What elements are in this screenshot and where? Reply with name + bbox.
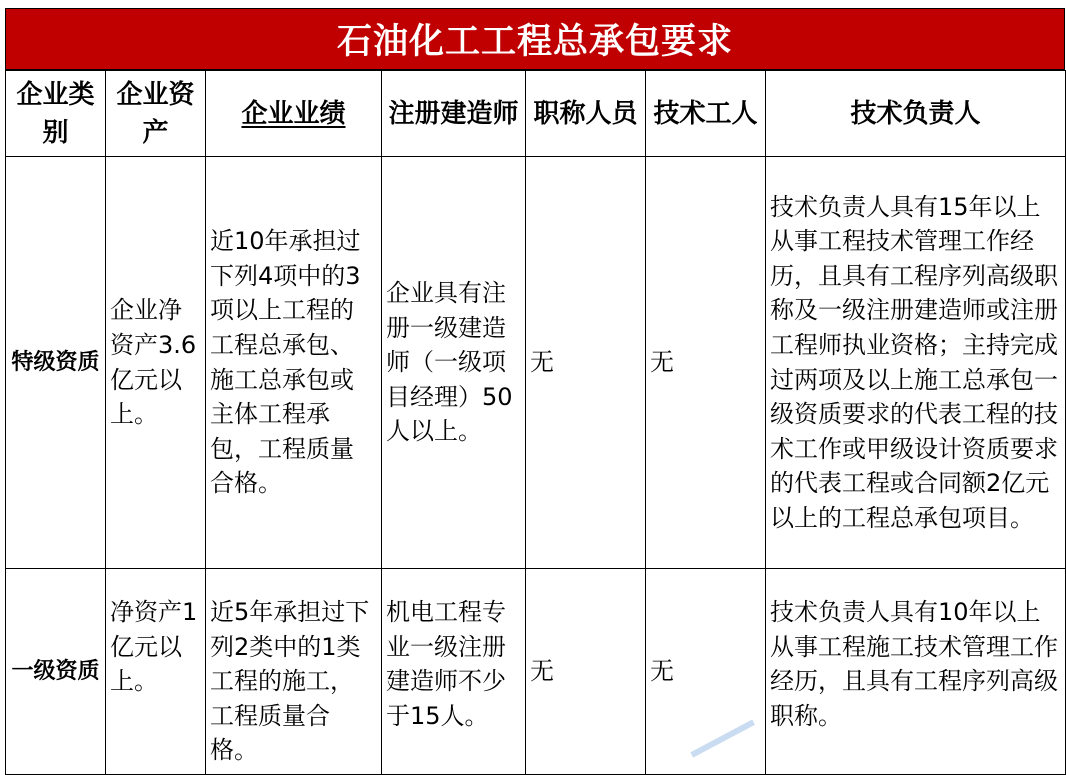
cell-skilled-workers: 无 bbox=[646, 569, 766, 775]
cell-performance: 近10年承担过下列4项中的3项以上工程的工程总承包、施工总承包或主体工程承包，工程质量合格。 bbox=[206, 157, 382, 569]
cell-builders: 机电工程专业一级注册建造师不少于15人。 bbox=[382, 569, 526, 775]
header-enterprise-assets: 企业资产 bbox=[106, 71, 206, 157]
sheet-title: 石油化工工程总承包要求 bbox=[5, 8, 1065, 70]
header-enterprise-performance: 企业业绩 bbox=[206, 71, 382, 157]
table-row bbox=[6, 157, 1066, 569]
header-skilled-workers: 技术工人 bbox=[646, 71, 766, 157]
cell-titled-staff: 无 bbox=[526, 157, 646, 569]
cell-assets: 净资产1亿元以上。 bbox=[106, 569, 206, 775]
requirements-table bbox=[5, 70, 1066, 775]
cell-assets: 企业净资产3.6亿元以上。 bbox=[106, 157, 206, 569]
cell-builders: 企业具有注册一级建造师（一级项目经理）50人以上。 bbox=[382, 157, 526, 569]
header-enterprise-type: 企业类别 bbox=[6, 71, 106, 157]
cell-performance: 近5年承担过下列2类中的1类工程的施工，工程质量合格。 bbox=[206, 569, 382, 775]
header-titled-staff: 职称人员 bbox=[526, 71, 646, 157]
requirements-sheet bbox=[5, 8, 1065, 775]
header-registered-builders: 注册建造师 bbox=[382, 71, 526, 157]
cell-tech-lead: 技术负责人具有10年以上从事工程施工技术管理工作经历，且具有工程序列高级职称。 bbox=[766, 569, 1066, 775]
cell-tech-lead: 技术负责人具有15年以上从事工程技术管理工作经历，且具有工程序列高级职称及一级注册建造师或注册工程师执业资格；主持完成过两项及以上施工总承包一级资质要求的代表工程的技术工作或甲级设计资质要求的代表工程或合同额2亿元以上的工程总承包项目。 bbox=[766, 157, 1066, 569]
header-row bbox=[6, 71, 1066, 157]
cell-type: 一级资质 bbox=[6, 569, 106, 775]
header-tech-lead: 技术负责人 bbox=[766, 71, 1066, 157]
table-row bbox=[6, 569, 1066, 775]
cell-type: 特级资质 bbox=[6, 157, 106, 569]
cell-titled-staff: 无 bbox=[526, 569, 646, 775]
cell-skilled-workers: 无 bbox=[646, 157, 766, 569]
